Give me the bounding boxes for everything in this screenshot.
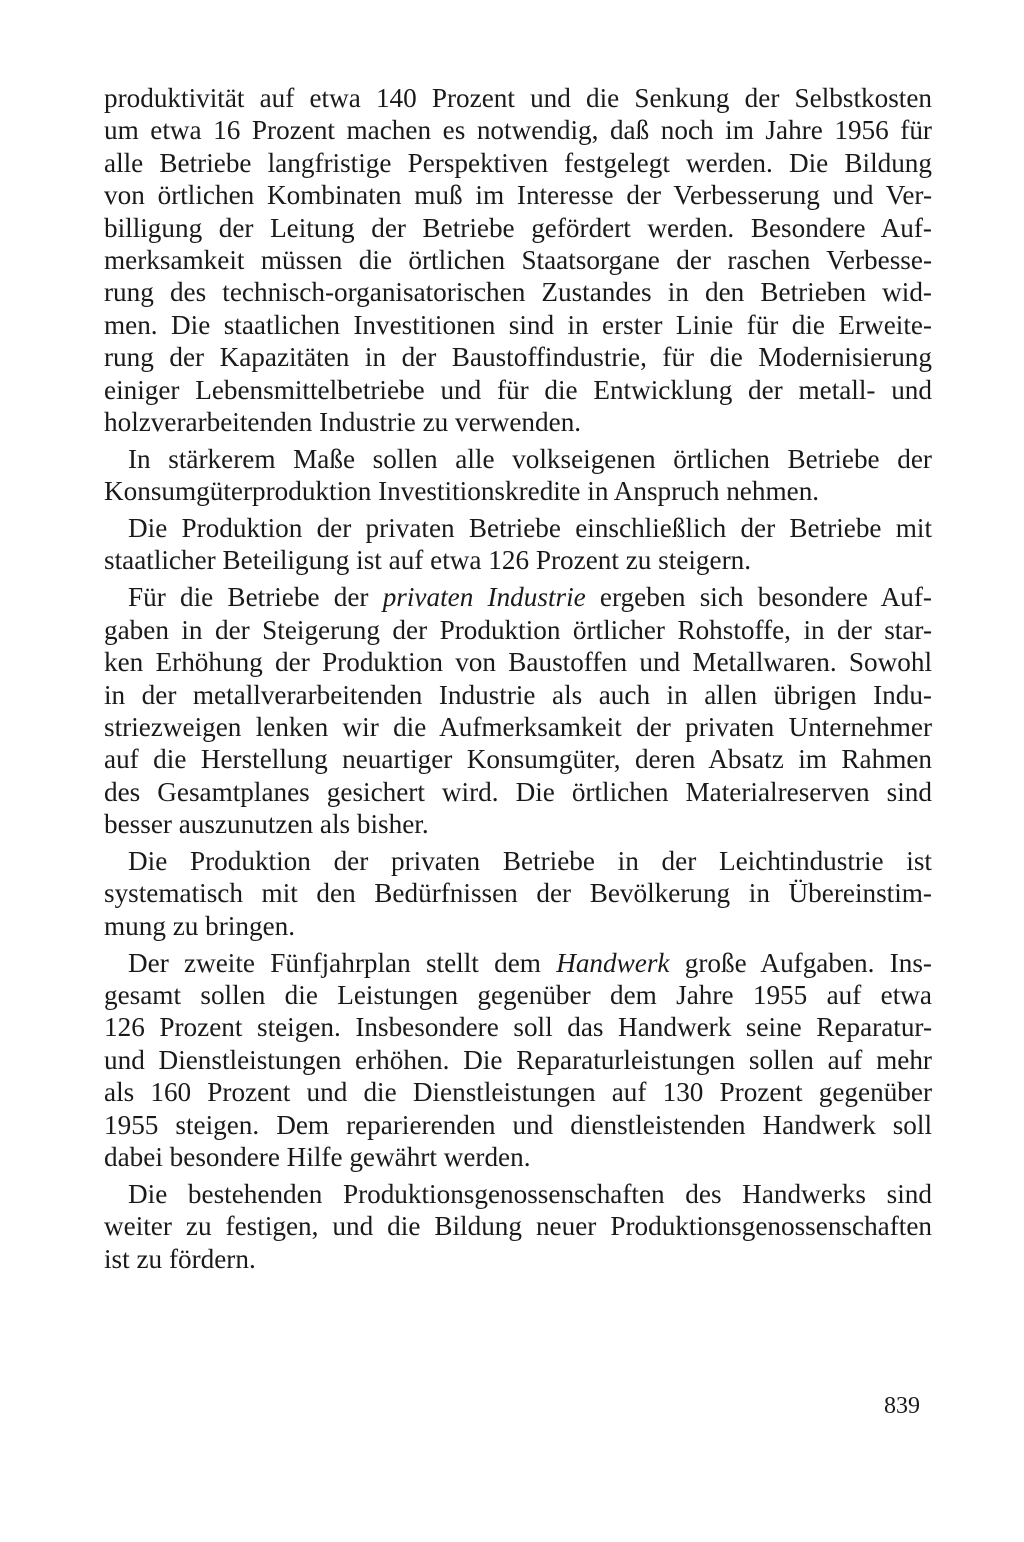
text-segment: men. Die staatlichen Investitionen sind in erster Linie für die Erweite-: [104, 309, 932, 340]
text-segment: mung zu bringen.: [104, 910, 296, 941]
text-segment: des Gesamtplanes gesichert wird. Die örtlichen Materialreserven sind: [104, 776, 932, 807]
text-line: [104, 1141, 932, 1173]
text-segment: und Dienstleistungen erhöhen. Die Reparaturleistungen sollen auf mehr: [104, 1044, 932, 1075]
text-line: [104, 406, 932, 438]
text-line: [104, 1109, 932, 1141]
text-segment: systematisch mit den Bedürfnissen der Bevölkerung in Übereinstim-: [104, 878, 932, 909]
text-segment: Für die Betriebe der: [128, 582, 383, 613]
paragraph: [104, 443, 932, 508]
text-line: [104, 1210, 932, 1242]
text-line: [104, 1178, 932, 1210]
text-segment: In stärkerem Maße sollen alle volkseigenen örtlichen Betriebe der: [128, 443, 932, 474]
text-segment: als 160 Prozent und die Dienstleistungen auf 130 Prozent gegenüber: [104, 1077, 932, 1108]
text-line: [104, 845, 932, 877]
text-segment: ken Erhöhung der Produktion von Baustoffen und Metallwaren. Sowohl: [104, 647, 932, 678]
text-segment: weiter zu festigen, und die Bildung neuer Produktionsgenossenschaften: [104, 1211, 932, 1242]
document-body: [104, 82, 932, 1275]
text-line: [104, 309, 932, 341]
text-segment: 1955 steigen. Dem reparierenden und dienstleistenden Handwerk soll: [104, 1109, 932, 1140]
text-segment: striezweigen lenken wir die Aufmerksamkeit der privaten Unternehmer: [104, 711, 932, 742]
text-segment: in der metallverarbeitenden Industrie als auch in allen übrigen Indu-: [104, 679, 932, 710]
text-line: [104, 808, 932, 840]
text-line: [104, 776, 932, 808]
text-line: [104, 1044, 932, 1076]
text-line: [104, 877, 932, 909]
text-segment: Die Produktion der privaten Betriebe einschließlich der Betriebe mit: [128, 513, 932, 544]
text-line: [104, 244, 932, 276]
text-segment: Die bestehenden Produktionsgenossenschaften des Handwerks sind: [128, 1178, 932, 1209]
text-segment: rung des technisch-organisatorischen Zustandes in den Betrieben wid-: [104, 277, 932, 308]
text-line: [104, 910, 932, 942]
text-line: [104, 276, 932, 308]
paragraph: [104, 512, 932, 577]
paragraph: [104, 82, 932, 438]
text-segment: billigung der Leitung der Betriebe gefördert werden. Besondere Auf-: [104, 212, 932, 243]
text-segment: gaben in der Steigerung der Produktion örtlicher Rohstoffe, in der star-: [104, 614, 932, 645]
text-segment: staatlicher Beteiligung ist auf etwa 126 Prozent zu steigern.: [104, 545, 752, 576]
text-line: [104, 212, 932, 244]
paragraph: [104, 845, 932, 942]
text-segment: rung der Kapazitäten in der Baustoffindustrie, für die Modernisierung: [104, 342, 932, 373]
text-line: [104, 114, 932, 146]
text-segment: Konsumgüterproduktion Investitionskredite in Anspruch nehmen.: [104, 476, 820, 507]
text-segment: um etwa 16 Prozent machen es notwendig, daß noch im Jahre 1956 für: [104, 115, 932, 146]
text-line: [104, 711, 932, 743]
text-segment: Die Produktion der privaten Betriebe in der Leichtindustrie ist: [128, 845, 932, 876]
text-line: [104, 1011, 932, 1043]
text-segment: holzverarbeitenden Industrie zu verwenden.: [104, 406, 582, 437]
paragraph: [104, 581, 932, 840]
text-line: [104, 743, 932, 775]
paragraph: [104, 947, 932, 1174]
text-segment: von örtlichen Kombinaten muß im Interesse der Verbesserung und Ver-: [104, 180, 932, 211]
text-line: [104, 947, 932, 979]
text-segment: ist zu fördern.: [104, 1243, 256, 1274]
text-segment: merksamkeit müssen die örtlichen Staatsorgane der raschen Verbesse-: [104, 244, 932, 275]
text-segment: gesamt sollen die Leistungen gegenüber dem Jahre 1955 auf etwa: [104, 980, 932, 1011]
text-line: [104, 374, 932, 406]
text-line: [104, 1243, 932, 1275]
text-line: [104, 679, 932, 711]
text-segment: ergeben sich besondere Auf-: [585, 582, 932, 613]
page-number: 839: [884, 1393, 920, 1419]
paragraph: [104, 1178, 932, 1275]
emphasized-text: Handwerk: [556, 947, 670, 978]
text-segment: auf die Herstellung neuartiger Konsumgüter, deren Absatz im Rahmen: [104, 744, 932, 775]
emphasized-text: privaten Industrie: [382, 582, 586, 613]
text-segment: produktivität auf etwa 140 Prozent und die Senkung der Selbstkosten: [104, 83, 932, 113]
text-segment: Der zweite Fünfjahrplan stellt dem: [128, 947, 557, 978]
text-segment: 126 Prozent steigen. Insbesondere soll das Handwerk seine Reparatur-: [104, 1012, 932, 1043]
text-segment: alle Betriebe langfristige Perspektiven festgelegt werden. Die Bildung: [104, 147, 932, 178]
text-line: [104, 614, 932, 646]
text-line: [104, 443, 932, 475]
text-line: [104, 475, 932, 507]
text-line: [104, 82, 932, 114]
text-line: [104, 1076, 932, 1108]
text-line: [104, 341, 932, 373]
text-line: [104, 512, 932, 544]
text-segment: große Aufgaben. Ins-: [669, 947, 932, 978]
text-line: [104, 147, 932, 179]
text-line: [104, 581, 932, 613]
text-segment: dabei besondere Hilfe gewährt werden.: [104, 1142, 531, 1172]
text-line: [104, 179, 932, 211]
text-line: [104, 646, 932, 678]
text-segment: besser auszunutzen als bisher.: [104, 809, 429, 840]
text-segment: einiger Lebensmittelbetriebe und für die Entwicklung der metall- und: [104, 374, 932, 405]
text-line: [104, 979, 932, 1011]
text-line: [104, 544, 932, 576]
